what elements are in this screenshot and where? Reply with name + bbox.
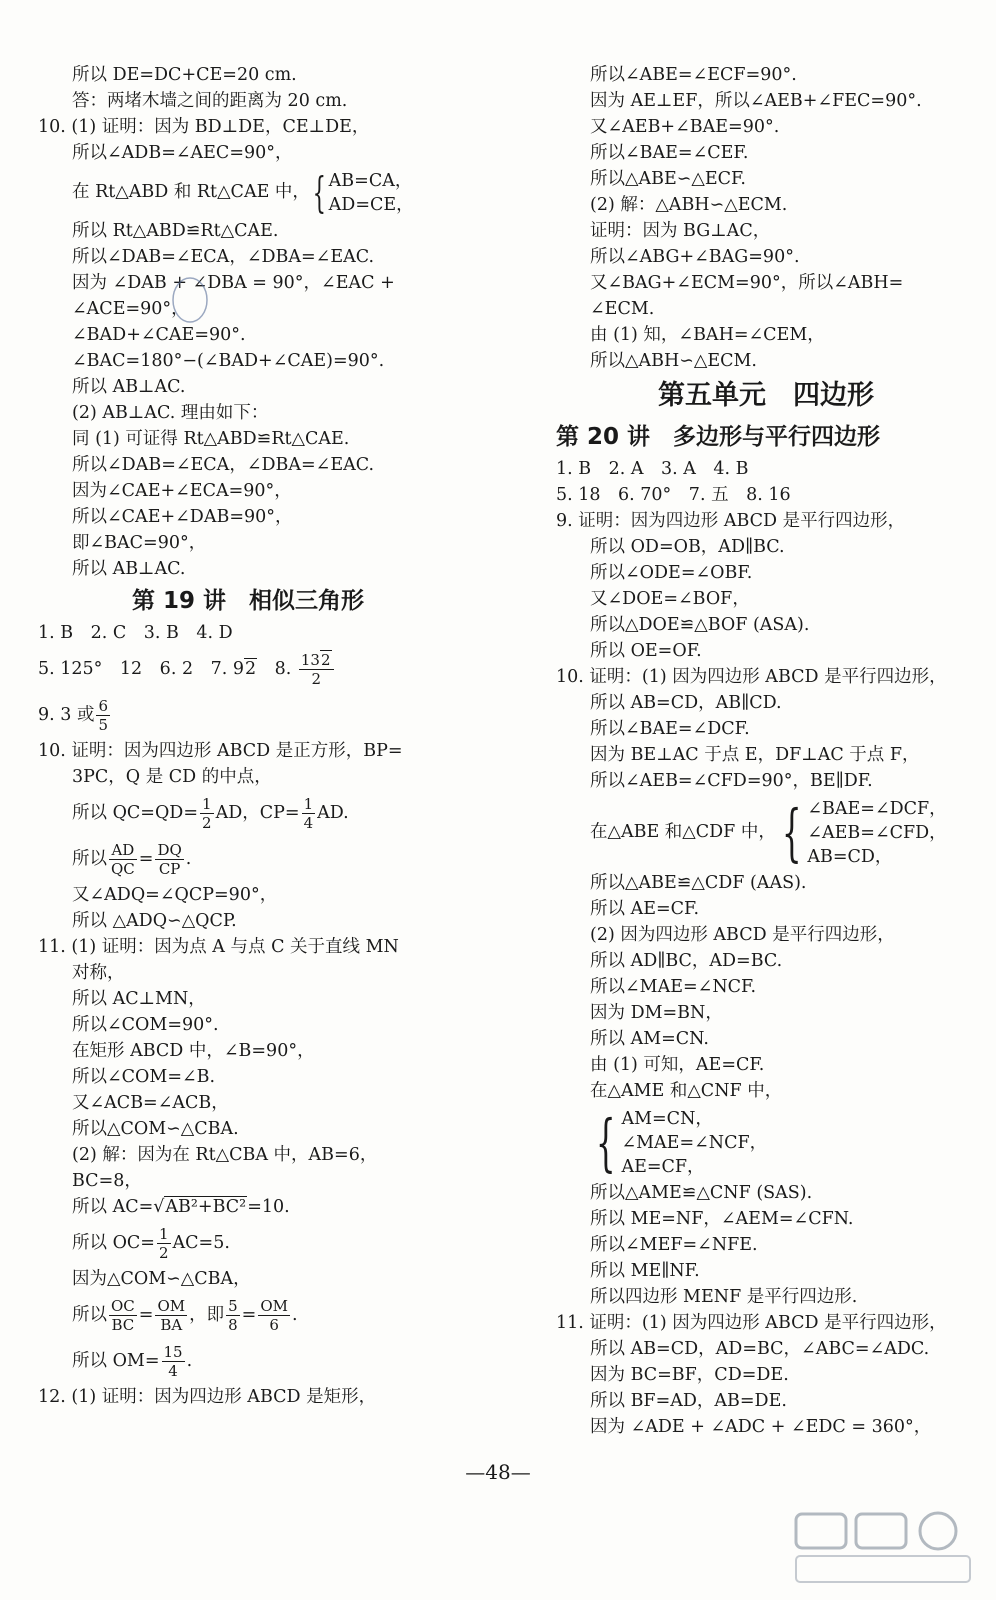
text-line: 由 (1) 可知，AE=CF. xyxy=(590,1055,765,1075)
text-line: 所以△ABE∽△ECF. xyxy=(590,169,746,189)
question-12: 12. (1) 证明：因为四边形 ABCD 是矩形， xyxy=(38,1387,377,1407)
text-line: 所以 AB=CD，AB∥CD. xyxy=(590,693,782,713)
text-line: 又∠DOE=∠BOF， xyxy=(590,589,750,609)
text-line: BC=8， xyxy=(72,1171,142,1191)
text-line: 所以△ABH∽△ECM. xyxy=(590,351,757,371)
text-line: 所以 OC= $\frac{1}{2}$ AC=5. xyxy=(72,1225,230,1262)
text-line: 所以∠ABG+∠BAG=90°. xyxy=(590,247,800,267)
text-line: 所以∠DAB=∠ECA，∠DBA=∠EAC. xyxy=(72,455,375,475)
text-line: ∠ACE=90°， xyxy=(72,299,189,319)
text-line: 证明：因为 BG⊥AC， xyxy=(590,221,771,241)
text-line: 所以 OE=OF. xyxy=(590,641,702,661)
text-line: (2) AB⊥AC. 理由如下： xyxy=(72,403,269,423)
left-column xyxy=(38,62,458,1410)
text-line: 在矩形 ABCD 中，∠B=90°， xyxy=(72,1041,315,1061)
text-line: 所以∠BAE=∠CEF. xyxy=(590,143,749,163)
answers-1-4: 1. B 2. C 3. B 4. D xyxy=(38,623,233,643)
text-line: (2) 解：因为在 Rt△CBA 中，AB=6， xyxy=(72,1145,378,1165)
text-line: 所以 AC=√AB²+BC²=10. xyxy=(72,1197,290,1217)
text-line: 所以 $\frac{AD}{QC}$ = $\frac{DQ}{CP}$ . xyxy=(72,841,192,878)
text-line: 所以 ME∥NF. xyxy=(590,1261,700,1281)
text-line: 所以 $\frac{OC}{BC}$ = $\frac{OM}{BA}$ ，即 $\frac{5}{8}$ = $\frac{OM}{6}$ . xyxy=(72,1297,298,1334)
text-line: 所以 AE=CF. xyxy=(590,899,700,919)
unit-5-title: 第五单元 四边形 xyxy=(658,380,874,411)
text-line: 所以 OM= $\frac{15}{4}$ . xyxy=(72,1343,193,1380)
question-10-19: 10. 证明：因为四边形 ABCD 是正方形，BP= xyxy=(38,741,403,761)
text-line: ∠ECM. xyxy=(590,299,655,319)
text-line: 因为△COM∽△CBA， xyxy=(72,1269,251,1289)
text-line: 在△AME 和△CNF 中， xyxy=(590,1081,783,1101)
text-line: (2) 解：△ABH∽△ECM. xyxy=(590,195,788,215)
text-line: 即∠BAC=90°， xyxy=(72,533,207,553)
text-line: 所以△DOE≌△BOF (ASA). xyxy=(590,615,810,635)
text-line: 所以∠COM=∠B. xyxy=(72,1067,216,1087)
question-9: 9. 证明：因为四边形 ABCD 是平行四边形， xyxy=(556,511,906,531)
text-line: 因为 ∠ADE + ∠ADC + ∠EDC = 360°， xyxy=(590,1417,932,1437)
brace-line: 在 Rt△ABD 和 Rt△CAE 中，{ AB=CA， AD=CE， xyxy=(72,167,414,217)
text-line: 又∠ADQ=∠QCP=90°， xyxy=(72,885,278,905)
text-line: 因为 BE⊥AC 于点 E，DF⊥AC 于点 F， xyxy=(590,745,920,765)
text-line: 所以∠MAE=∠NCF. xyxy=(590,977,757,997)
watermark-logo-icon xyxy=(788,1508,978,1588)
text-line: 所以 AD∥BC，AD=BC. xyxy=(590,951,783,971)
lecture-19-title: 第 19 讲 相似三角形 xyxy=(131,588,365,614)
text-line: 所以 AB⊥AC. xyxy=(72,559,186,579)
text-line: 所以△AME≌△CNF (SAS). xyxy=(590,1183,813,1203)
text-line: 所以 △ADQ∽△QCP. xyxy=(72,911,237,931)
text-line: 所以∠COM=90°. xyxy=(72,1015,219,1035)
text-line: 所以 AC⊥MN， xyxy=(72,989,206,1009)
text-line: 所以∠BAE=∠DCF. xyxy=(590,719,750,739)
text-line: 所以 DE=DC+CE=20 cm. xyxy=(72,65,297,85)
answer-9: 9. 3 或 $\frac{6}{5}$ xyxy=(38,697,109,734)
answers-5-8: 5. 18 6. 70° 7. 五 8. 16 xyxy=(556,485,791,505)
question-10: 10. 证明：(1) 因为四边形 ABCD 是平行四边形， xyxy=(556,667,947,687)
text-line: 所以 QC=QD= $\frac{1}{2}$ AD，CP= $\frac{1}{4}$ AD. xyxy=(72,795,349,832)
text-line: 所以 AM=CN. xyxy=(590,1029,709,1049)
text-line: (2) 因为四边形 ABCD 是平行四边形， xyxy=(590,925,895,945)
text-line: 所以∠ADB=∠AEC=90°， xyxy=(72,143,293,163)
text-line: 由 (1) 知，∠BAH=∠CEM， xyxy=(590,325,825,345)
text-line: 所以∠DAB=∠ECA，∠DBA=∠EAC. xyxy=(72,247,375,267)
text-line: 对称， xyxy=(72,963,125,983)
lecture-20-title: 第 20 讲 多边形与平行四边形 xyxy=(556,424,881,450)
question-11: 11. 证明：(1) 因为四边形 ABCD 是平行四边形， xyxy=(556,1313,947,1333)
text-line: 3PC，Q 是 CD 的中点， xyxy=(72,767,272,787)
page-number: —48— xyxy=(465,1460,531,1484)
text-line: ∠BAC=180°−(∠BAD+∠CAE)=90°. xyxy=(72,351,385,371)
text-line: 所以 BF=AD，AB=DE. xyxy=(590,1391,787,1411)
right-column xyxy=(556,62,976,1440)
question-10: 10. (1) 证明：因为 BD⊥DE，CE⊥DE， xyxy=(38,117,370,137)
text-line: 所以∠MEF=∠NFE. xyxy=(590,1235,758,1255)
text-line: 又∠BAG+∠ECM=90°，所以∠ABH= xyxy=(590,273,904,293)
answers-1-4: 1. B 2. A 3. A 4. B xyxy=(556,459,749,479)
text-line: ∠BAD+∠CAE=90°. xyxy=(72,325,246,345)
text-line: 所以 Rt△ABD≌Rt△CAE. xyxy=(72,221,279,241)
text-line: 所以∠ODE=∠OBF. xyxy=(590,563,753,583)
text-line: 又∠ACB=∠ACB， xyxy=(72,1093,229,1113)
text-line: 所以 AB=CD，AD=BC，∠ABC=∠ADC. xyxy=(590,1339,930,1359)
brace-line: { AM=CN， ∠MAE=∠NCF， AE=CF， xyxy=(595,1105,768,1179)
text-line: 所以∠ABE=∠ECF=90°. xyxy=(590,65,797,85)
brace-line: 在△ABE 和△CDF 中，{ ∠BAE=∠DCF， ∠AEB=∠CFD， AB=CD， xyxy=(590,795,947,869)
text-line: 所以∠CAE+∠DAB=90°， xyxy=(72,507,293,527)
text-line: 所以 OD=OB，AD∥BC. xyxy=(590,537,785,557)
text-line: 所以∠AEB=∠CFD=90°，BE∥DF. xyxy=(590,771,873,791)
text-line: 因为 AE⊥EF，所以∠AEB+∠FEC=90°. xyxy=(590,91,922,111)
text-line: 又∠AEB+∠BAE=90°. xyxy=(590,117,780,137)
text-line: 因为 DM=BN， xyxy=(590,1003,723,1023)
stamp-mark-icon xyxy=(170,275,210,325)
text-line: 因为∠CAE+∠ECA=90°， xyxy=(72,481,292,501)
text-line: 所以 AB⊥AC. xyxy=(72,377,186,397)
text-line: 所以 ME=NF，∠AEM=∠CFN. xyxy=(590,1209,854,1229)
text-line: 所以△ABE≌△CDF (AAS). xyxy=(590,873,807,893)
text-line: 因为 ∠DAB + ∠DBA = 90°，∠EAC + xyxy=(72,273,395,293)
answers-5-8: 5. 125° 12 6. 2 7. 92 8. $\frac{132}{2}$ xyxy=(38,646,458,692)
text-line: 因为 BC=BF，CD=DE. xyxy=(590,1365,789,1385)
text-line: 答：两堵木墙之间的距离为 20 cm. xyxy=(72,91,348,111)
question-11: 11. (1) 证明：因为点 A 与点 C 关于直线 MN xyxy=(38,937,399,957)
text-line: 所以四边形 MENF 是平行四边形. xyxy=(590,1287,858,1307)
text-line: 同 (1) 可证得 Rt△ABD≌Rt△CAE. xyxy=(72,429,350,449)
text-line: 所以△COM∽△CBA. xyxy=(72,1119,239,1139)
